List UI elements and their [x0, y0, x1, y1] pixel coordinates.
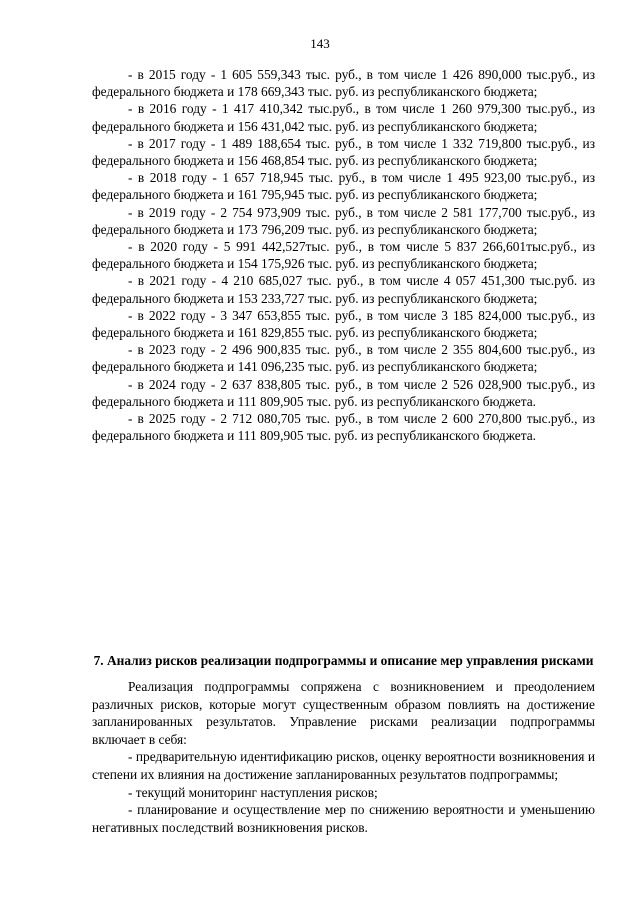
budget-item-2017: - в 2017 году - 1 489 188,654 тыс. руб., в том числе 1 332 719,800 тыс.руб., из федерального бюджета и 156 468,854 тыс. руб. из республиканского бюджета; [92, 135, 595, 169]
risk-measure-planning: - планирование и осуществление мер по снижению вероятности и уменьшению негативных последствий возникновения рисков. [92, 802, 595, 835]
budget-item-2020: - в 2020 году - 5 991 442,527тыс. руб., в том числе 5 837 266,601тыс.руб., из федерального бюджета и 154 175,926 тыс. руб. из республиканского бюджета; [92, 239, 595, 272]
risk-measure-monitoring: - текущий мониторинг наступления рисков; [128, 784, 378, 800]
budget-item-2021: - в 2021 году - 4 210 685,027 тыс. руб., в том числе 4 057 451,300 тыс.руб. из федерального бюджета и 153 233,727 тыс. руб. из республиканского бюджета; [92, 273, 595, 306]
budget-item-2023: - в 2023 году - 2 496 900,835 тыс. руб., в том числе 2 355 804,600 тыс.руб., из федерального бюджета и 141 096,235 тыс. руб. из республиканского бюджета; [92, 342, 595, 375]
budget-item-2022: - в 2022 году - 3 347 653,855 тыс. руб., в том числе 3 185 824,000 тыс.руб., из федерального бюджета и 161 829,855 тыс. руб. из республиканского бюджета; [92, 307, 595, 341]
risk-analysis-section [92, 654, 595, 836]
budget-item-2025: - в 2025 году - 2 712 080,705 тыс. руб., в том числе 2 600 270,800 тыс.руб., из федерального бюджета и 111 809,905 тыс. руб. из республиканского бюджета. [92, 411, 595, 444]
budget-item-2018: - в 2018 году - 1 657 718,945 тыс. руб., в том числе 1 495 923,00 тыс.руб., из федерального бюджета и 161 795,945 тыс. руб. из республиканского бюджета; [92, 170, 595, 203]
budget-funding-list [92, 66, 595, 444]
budget-item-2016: - в 2016 году - 1 417 410,342 тыс.руб., в том числе 1 260 979,300 тыс.руб., из федерального бюджета и 156 431,042 тыс. руб. из республиканского бюджета; [92, 101, 595, 134]
page-number: 143 [310, 36, 330, 51]
risk-measure-identification: - предварительную идентификацию рисков, оценку вероятности возникновения и степени их влияния на достижение запланированных результатов подпрограммы; [92, 749, 595, 782]
section-intro-paragraph: Реализация подпрограммы сопряжена с возникновением и преодолением различных рисков, которые могут существенным образом повлиять на достижение запланированных результатов. Управление рисками реализации подпрограммы включает в себя: [92, 679, 595, 747]
budget-item-2015: - в 2015 году - 1 605 559,343 тыс. руб., в том числе 1 426 890,000 тыс.руб., из федерального бюджета и 178 669,343 тыс. руб. из республиканского бюджета; [92, 67, 595, 100]
budget-item-2019: - в 2019 году - 2 754 973,909 тыс. руб., в том числе 2 581 177,700 тыс.руб., из федерального бюджета и 173 796,209 тыс. руб. из республиканского бюджета; [92, 204, 595, 237]
section-heading: 7. Анализ рисков реализации подпрограммы и описание мер управления рисками [93, 653, 594, 668]
budget-item-2024: - в 2024 году - 2 637 838,805 тыс. руб., в том числе 2 526 028,900 тыс.руб., из федерального бюджета и 111 809,905 тыс. руб. из республиканского бюджета. [92, 376, 595, 409]
